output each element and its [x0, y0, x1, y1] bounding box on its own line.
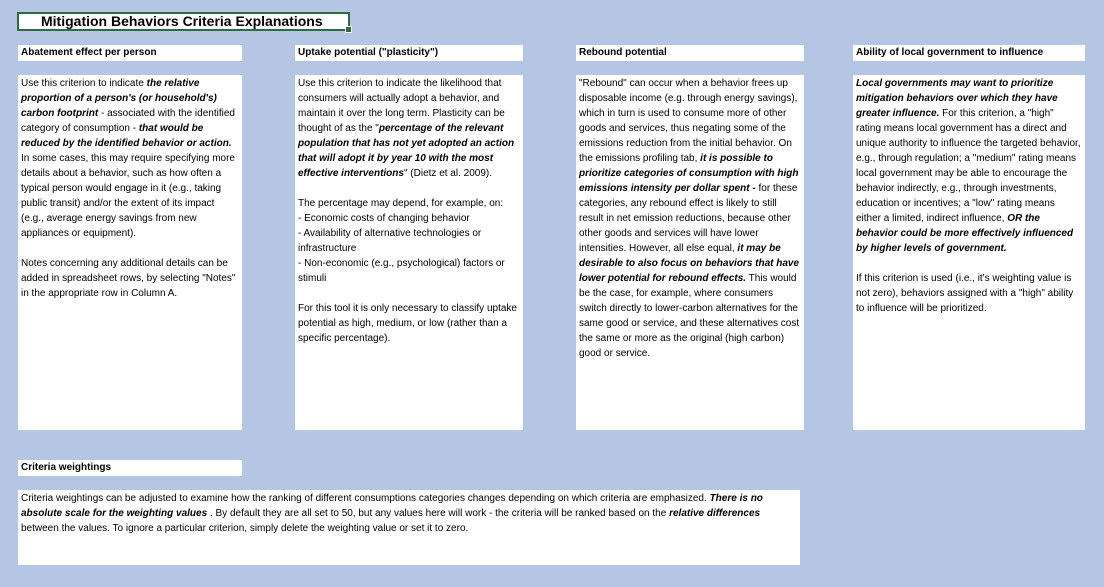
- text-run: " (Dietz et al. 2009).: [403, 168, 493, 179]
- text-run: For this tool it is only necessary to classify uptake potential as high, medium, or low (rather than a specific percentage).: [298, 303, 517, 344]
- text-run: Notes concerning any additional details can be added in spreadsheet rows, by selecting "Notes" in the appropriate row in Column A.: [21, 258, 236, 299]
- text-run: the relative proportion of a person's (or household's) carbon footprint: [21, 78, 217, 119]
- text-criteria-weightings: [18, 490, 800, 565]
- paragraph: [298, 196, 519, 286]
- text-uptake-potential: [295, 75, 523, 430]
- text-run: between the values. To ignore a particular criterion, simply delete the weighting value or set it to zero.: [21, 523, 469, 534]
- text-run: for these categories, any rebound effect is likely to still result in net emission reductions, because other other goods and services will have lower intensities. However, all else equal,: [579, 183, 798, 254]
- text-run: The percentage may depend, for example, on:: [298, 198, 504, 209]
- paragraph: [21, 256, 238, 301]
- text-run: In some cases, this may require specifying more details about a behavior, such as how often a typical person would engage in it (e.g., taking public transit) and/or the extent of its impact (e.g., average energy savings from new appliances or equipment).: [21, 153, 235, 239]
- text-run: Local governments may want to prioritize mitigation behaviors over which they have greater influence.: [856, 78, 1058, 119]
- header-rebound-potential: Rebound potential: [576, 45, 804, 61]
- sheet-title[interactable]: Mitigation Behaviors Criteria Explanations: [17, 12, 350, 31]
- text-run: This would be the case, for example, where consumers switch directly to lower-carbon alternatives for the same good or service, and these alternatives cost the same or more as the original (high carbon) good or service.: [579, 273, 800, 359]
- header-criteria-weightings: Criteria weightings: [18, 460, 242, 476]
- text-run: it may be desirable to also focus on behaviors that have lower potential for rebound effects.: [579, 243, 800, 284]
- paragraph: [298, 301, 519, 346]
- text-run: Criteria weightings can be adjusted to examine how the ranking of different consumptions categories changes depending on which criteria are emphasized.: [21, 493, 710, 504]
- text-run: - Economic costs of changing behavior: [298, 213, 470, 224]
- text-run: - Non-economic (e.g., psychological) factors or stimuli: [298, 258, 505, 284]
- text-run: "Rebound" can occur when a behavior frees up disposable income (e.g. through energy savings), which in turn is used to consume more of other goods and services, thus negating some of the emissions reduction from the initial behavior. On the emissions profiling tab,: [579, 78, 798, 164]
- text-run: - Availability of alternative technologies or infrastructure: [298, 228, 482, 254]
- paragraph: [298, 76, 519, 181]
- text-rebound-potential: [576, 75, 804, 430]
- text-run: percentage of the relevant population that has not yet adopted an action that will adopt it by year 10 with the most effective interventions: [298, 123, 515, 179]
- text-run: . By default they are all set to 50, but any values here will work - the criteria will be ranked based on the: [207, 508, 670, 519]
- text-abatement-effect: [18, 75, 242, 430]
- paragraph: [579, 76, 800, 361]
- text-run: Use this criterion to indicate the likelihood that consumers will actually adopt a behavior, and maintain it over the long term. Plasticity can be thought of as the ": [298, 78, 505, 134]
- text-run: OR the behavior could be more effectively influenced by higher levels of government.: [856, 213, 1074, 254]
- text-run: If this criterion is used (i.e., it's weighting value is not zero), behaviors assigned with a "high" ability to influence will be prioritized.: [856, 273, 1074, 314]
- paragraph: [21, 491, 796, 536]
- text-run: For this criterion, a "high" rating means local government has a direct and unique authority to influence the targeted behavior, e.g., through regulation; a "medium" rating means local government may be able to encourage the behavior indirectly, e.g., through investments, education or incentives; a "low" rating means either a limited, indirect influence,: [856, 108, 1081, 224]
- header-local-government: Ability of local government to influence: [853, 45, 1085, 61]
- header-abatement-effect: Abatement effect per person: [18, 45, 242, 61]
- text-local-government: [853, 75, 1085, 430]
- paragraph: [21, 76, 238, 241]
- text-run: relative differences: [669, 508, 761, 519]
- text-run: it is possible to prioritize categories of consumption with high emissions intensity per dollar spent -: [579, 153, 799, 194]
- text-run: Use this criterion to indicate: [21, 78, 147, 89]
- text-run: that would be reduced by the identified behavior or action.: [21, 123, 232, 149]
- header-uptake-potential: Uptake potential ("plasticity"): [295, 45, 523, 61]
- text-run: There is no absolute scale for the weighting values: [21, 493, 763, 519]
- paragraph: [856, 271, 1081, 316]
- paragraph: [856, 76, 1081, 256]
- text-run: - associated with the identified category of consumption -: [21, 108, 235, 134]
